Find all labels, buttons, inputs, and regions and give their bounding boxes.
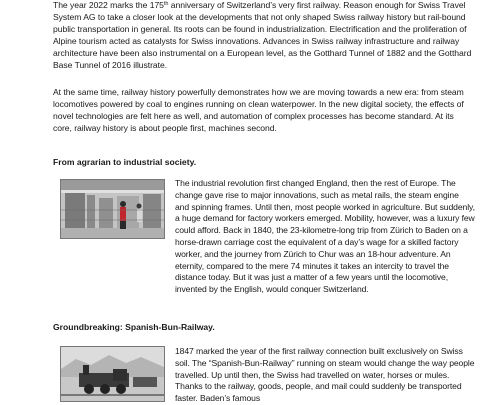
factory-workers-photo [60, 179, 165, 239]
steam-locomotive-photo [60, 346, 165, 402]
section-text-industrial: The industrial revolution first changed England, then the rest of Europe. The change gave rise to major innovations, such as metal rails, the steam engine and spinning frames. Until then, most people worked in agriculture. But suddenly, a huge demand for factory workers emerged. Mobility, however, was a luxury few could afford. Back in 1840, the 23-kilometre-long trip from Zürich to Baden on a horse-drawn carriage cost the equivalent of a day’s wage for a skilled factory worker, and the journey from Zürich to Chur was an 18-hour adventure. An eternity, compared to the mere 74 minutes it takes an intercity to travel the distance today. But it was just a matter of a few years until the locomotive, invented by the English, would conquer Switzerland. [175, 178, 475, 295]
ordinal-suffix: th [163, 1, 169, 7]
section-heading-industrial: From agrarian to industrial society. [53, 157, 197, 167]
intro-text-start: The year 2022 marks the 175 [53, 0, 164, 10]
section-heading-spanish-bun-railway: Groundbreaking: Spanish-Bun-Railway. [53, 322, 215, 332]
intro-text-rest: anniversary of Switzerland’s very first railway. Reason enough for Swiss Travel System AG to take a closer look at the developments that not only shaped Swiss railway history but rail-bound public transportation in general. Its roots can be found in industrialization. Electrification and the proliferation of Alpine tourism acted as catalysts for Swiss innovations. Advances in Swiss railway infrastructure and railway architecture have been also instrumental on a European level, as the Gotthard Tunnel of 1882 and the Gotthard Base Tunnel of 2016 illustrate. [53, 0, 472, 70]
section-text-spanish-bun-railway: 1847 marked the year of the first railway connection built exclusively on Swiss soil. The “Spanish-Bun-Railway” running on steam would change the way people travelled. Up until then, the Swiss had travelled on water, horses or mules. Thanks to the railway, goods, people, and mail could suddenly be transported faster. Baden’s famous [175, 346, 475, 404]
intro-paragraph-2: At the same time, railway history powerfully demonstrates how we are moving towards a new era: from steam locomotives powered by coal to engines running on clean waterpower. In the new digital society, the effects of novel technologies are felt here as well, and automation of complex processes has become standard. At its core, railway history is about people first, machines second. [53, 87, 464, 133]
intro-paragraph-1 [53, 0, 473, 71]
